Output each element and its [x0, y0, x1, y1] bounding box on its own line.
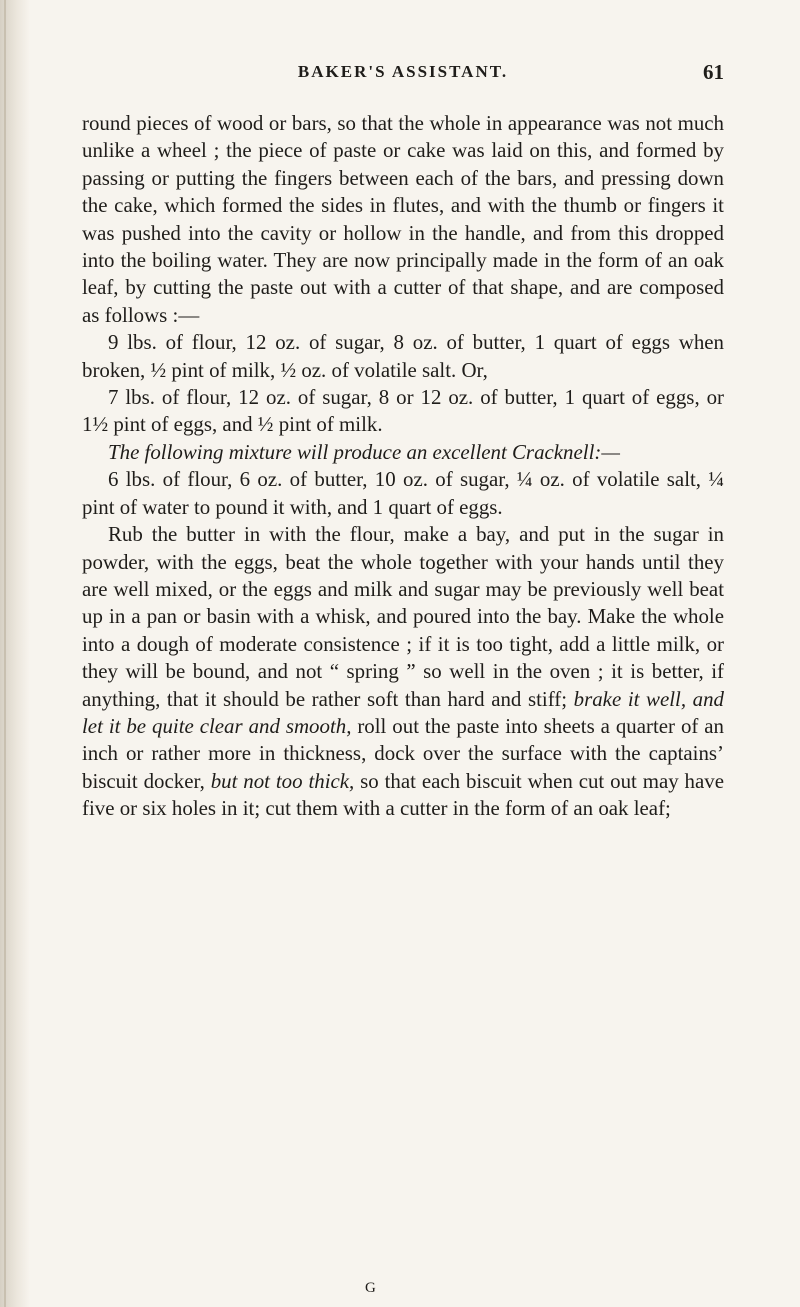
body-text [82, 110, 724, 823]
cracknell-heading [82, 439, 724, 466]
binding-edge-line [4, 0, 6, 1307]
text-run: round pieces of wood or bars, so that the whole in appearance was not much unlike a wheel ; the piece of paste or cake was laid on this, and formed by passing or putting the fingers between each of the bars, and pressing down the cake, which formed the sides in flutes, and with the thumb or fingers it was pushed into the cavity or hollow in the handle, and from this dropped into the boiling water. They are now principally made in the form of an oak leaf, by cutting the paste out with a cutter of that shape, and are composed as follows :— [82, 111, 724, 327]
text-run: 9 lbs. of flour, 12 oz. of sugar, 8 oz. of butter, 1 quart of eggs when broken, ½ pint of milk, ½ oz. of volatile salt. Or, [82, 330, 724, 382]
italic-text: brake it well, and let it be quite clear and smooth, [82, 686, 724, 738]
italic-text: The following mixture will produce an excellent Cracknell:— [108, 439, 620, 464]
recipe-two [82, 384, 724, 439]
method-paragraph [82, 521, 724, 822]
text-run: Rub the butter in with the flour, make a bay, and put in the sugar in powder, with the eggs, beat the whole together with your hands until they are well mixed, or the eggs and milk and sugar may be previously well beat up in a pan or basin with a whisk, and poured into the bay. Make the whole into a dough of moderate consistence ; if it is too tight, add a little milk, or they will be bound, and not “ spring ” so well in the oven ; it is better, if anything, that it should be rather soft than hard and stiff; [82, 522, 724, 711]
recipe-cracknell [82, 466, 724, 521]
recipe-one [82, 329, 724, 384]
italic-text: but not too thick, [210, 768, 355, 793]
text-run: so that each biscuit when cut out may have five or six holes in it; cut them with a cutter in the form of an oak leaf; [82, 768, 724, 821]
page-number: 61 [703, 60, 724, 84]
text-run: 6 lbs. of flour, 6 oz. of butter, 10 oz. of sugar, ¼ oz. of volatile salt, ¼ pint of water to pound it with, and 1 quart of eggs. [82, 467, 724, 519]
running-title: BAKER'S ASSISTANT. [297, 62, 509, 81]
text-run: 7 lbs. of flour, 12 oz. of sugar, 8 or 12 oz. of butter, 1 quart of eggs, or 1½ pint of eggs, and ½ pint of milk. [82, 385, 724, 437]
running-head [82, 62, 724, 92]
paragraph-continuation [82, 110, 724, 329]
signature-mark: G [365, 1280, 376, 1296]
text-run: roll out the paste into sheets a quarter of an inch or rather more in thickness, dock over the surface with the captains’ biscuit docker, [82, 713, 724, 793]
